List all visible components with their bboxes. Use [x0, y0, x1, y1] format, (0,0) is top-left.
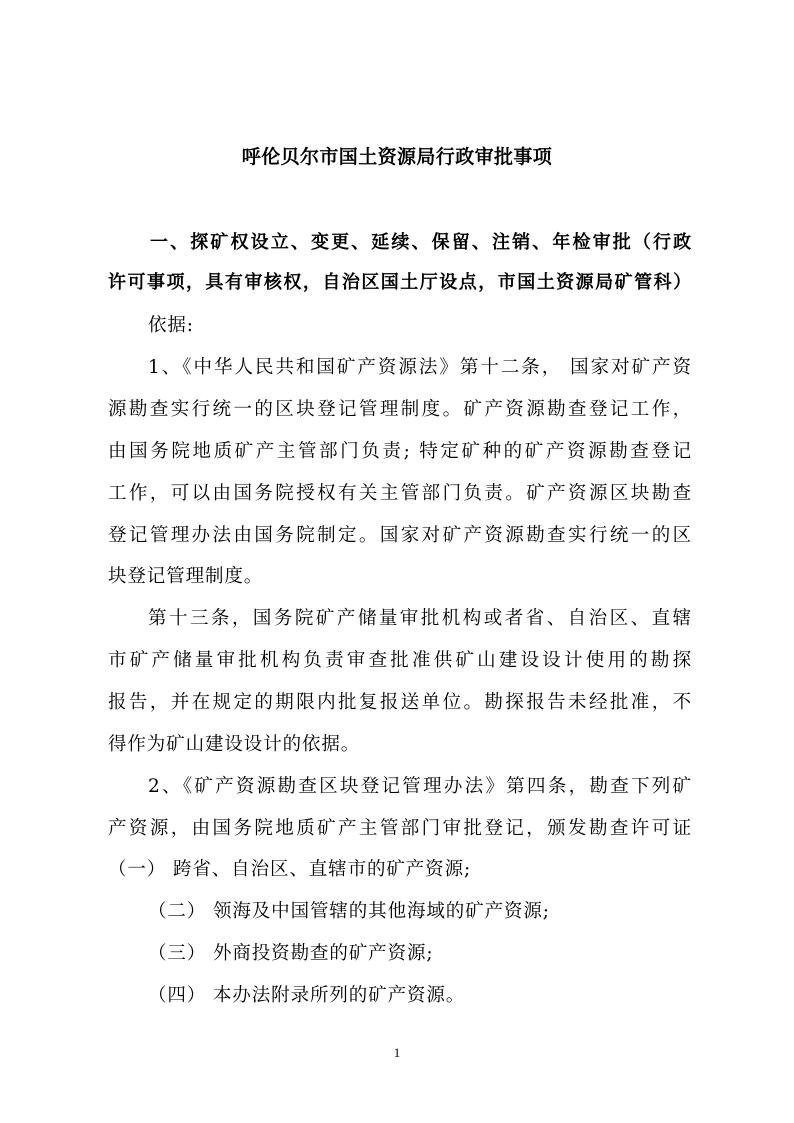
- item2-line-2: 产资源，由国务院地质矿产主管部门审批登记，颁发勘查许可证: [108, 818, 692, 839]
- sub-item-4: （四） 本办法附录所列的矿产资源。: [148, 985, 466, 1006]
- article13-line-3: 报告，并在规定的期限内批复报送单位。勘探报告未经批准，不: [108, 692, 692, 713]
- item1-line-1: 1、《中华人民共和国矿产资源法》第十二条， 国家对矿产资: [148, 357, 692, 378]
- article13-line-2: 市矿产储量审批机构负责审查批准供矿山建设设计使用的勘探: [108, 650, 692, 671]
- item1-line-3: 由国务院地质矿产主管部门负责; 特定矿种的矿产资源勘查登记: [108, 441, 692, 462]
- item2-line-1: 2、《矿产资源勘查区块登记管理办法》第四条，勘查下列矿: [148, 776, 692, 797]
- article13-line-1: 第十三条，国务院矿产储量审批机构或者省、自治区、直辖: [148, 608, 692, 629]
- item1-line-6: 块登记管理制度。: [108, 566, 264, 587]
- sub-item-2: （二） 领海及中国管辖的其他海域的矿产资源;: [148, 901, 550, 922]
- section1-heading-line-2: 许可事项，具有审核权，自治区国土厅设点，市国土资源局矿管科）: [108, 272, 692, 293]
- sub-item-1: （一） 跨省、自治区、直辖市的矿产资源;: [108, 859, 472, 880]
- section1-heading-line-1: 一、探矿权设立、变更、延续、保留、注销、年检审批（行政: [150, 232, 692, 253]
- document-title: 呼伦贝尔市国土资源局行政审批事项: [241, 146, 553, 168]
- page-number: 1: [393, 1045, 401, 1060]
- item1-line-4: 工作，可以由国务院授权有关主管部门负责。矿产资源区块勘查: [108, 483, 692, 504]
- sub-item-3: （三） 外商投资勘查的矿产资源;: [148, 943, 434, 964]
- basis-label: 依据:: [148, 315, 194, 336]
- article13-line-4: 得作为矿山建设设计的依据。: [108, 734, 361, 755]
- item1-line-5: 登记管理办法由国务院制定。国家对矿产资源勘查实行统一的区: [108, 525, 692, 546]
- item1-line-2: 源勘查实行统一的区块登记管理制度。矿产资源勘查登记工作，: [108, 399, 692, 420]
